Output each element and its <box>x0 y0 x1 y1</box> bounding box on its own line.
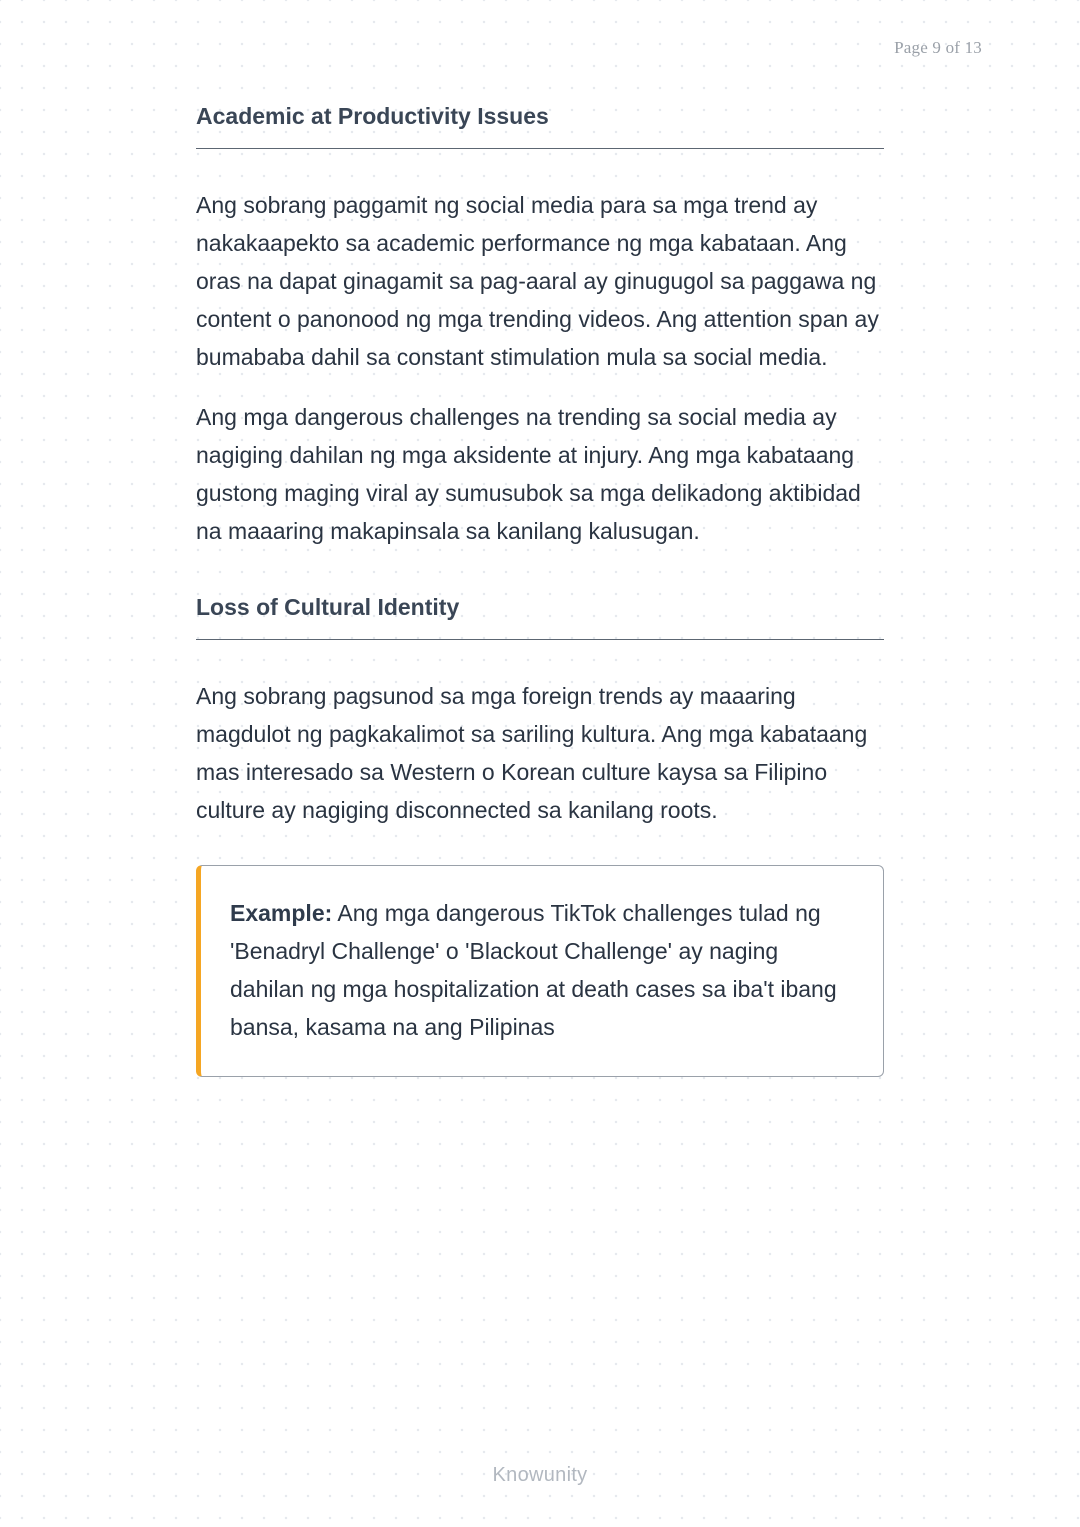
paragraph-academic-performance: Ang sobrang paggamit ng social media para sa mga trend ay nakakaapekto sa academic performance ng mga kabataan. Ang oras na dapat ginagamit sa pag-aaral ay ginugugol sa paggawa ng content o panonood ng mga trending videos. Ang attention span ay bumababa dahil sa constant stimulation mula sa social media. <box>196 192 879 370</box>
paragraph-foreign-trends: Ang sobrang pagsunod sa mga foreign trends ay maaaring magdulot ng pagkakalimot sa sariling kultura. Ang mga kabataang mas interesado sa Western o Korean culture kaysa sa Filipino culture ay nagiging disconnected sa kanilang roots. <box>196 683 868 823</box>
example-label: Example: <box>230 900 333 926</box>
example-content <box>230 894 857 1046</box>
paragraph-dangerous-challenges: Ang mga dangerous challenges na trending sa social media ay nagiging dahilan ng mga aksidente at injury. Ang mga kabataang gustong maging viral ay sumusubok sa mga delikadong aktibidad na maaaring makapinsala sa kanilang kalusugan. <box>196 404 861 544</box>
footer-brand-logo: Knowunity <box>492 1464 588 1486</box>
section-heading-academic: Academic at Productivity Issues <box>196 100 884 149</box>
example-text: Ang mga dangerous TikTok challenges tulad ng 'Benadryl Challenge' o 'Blackout Challenge' ay naging dahilan ng mga hospitalization at death cases sa iba't ibang bansa, kasama na ang Pilipinas <box>230 900 837 1040</box>
section-heading-cultural-identity: Loss of Cultural Identity <box>196 591 884 640</box>
page-indicator: Page 9 of 13 <box>894 38 982 57</box>
document-content <box>196 100 884 1077</box>
example-callout <box>196 865 884 1077</box>
